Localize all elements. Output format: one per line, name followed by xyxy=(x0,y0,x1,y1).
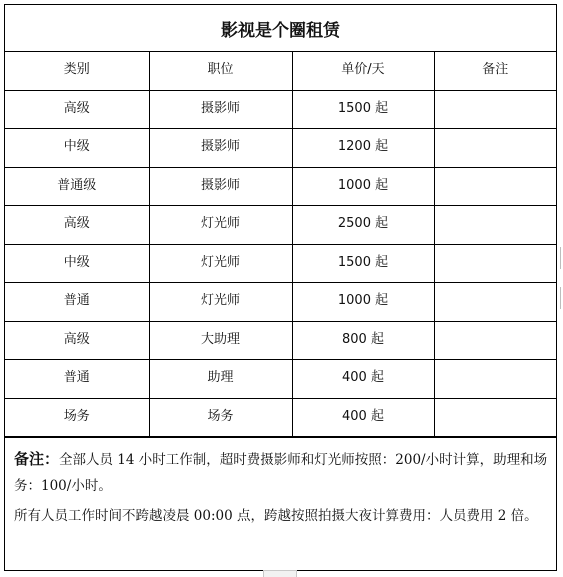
cell-remark xyxy=(434,90,556,129)
table-row xyxy=(5,167,556,206)
notes-paragraph-2 xyxy=(14,503,548,529)
table-row xyxy=(5,206,556,245)
cell-position: 灯光师 xyxy=(149,206,292,245)
header-category: 类别 xyxy=(5,52,149,90)
cell-remark xyxy=(434,283,556,322)
notes-text-1: 全部人员 14 小时工作制，超时费摄影师和灯光师按照：200/小时计算，助理和场务：100/小时。 xyxy=(14,452,548,494)
notes-section xyxy=(5,437,556,529)
cell-category: 中级 xyxy=(5,244,149,283)
table-header-row xyxy=(5,52,556,90)
cell-price: 1000 起 xyxy=(292,167,434,206)
cell-category: 普通 xyxy=(5,360,149,399)
table-row xyxy=(5,398,556,437)
cell-remark xyxy=(434,321,556,360)
table-row xyxy=(5,283,556,322)
notes-paragraph-1 xyxy=(14,446,548,499)
cell-category: 普通级 xyxy=(5,167,149,206)
cell-price: 1500 起 xyxy=(292,244,434,283)
table-row xyxy=(5,129,556,168)
table-row xyxy=(5,360,556,399)
cell-price: 1500 起 xyxy=(292,90,434,129)
cell-category: 场务 xyxy=(5,398,149,437)
cell-category: 高级 xyxy=(5,321,149,360)
cell-price: 1200 起 xyxy=(292,129,434,168)
notes-label: 备注： xyxy=(14,450,60,468)
cell-position: 摄影师 xyxy=(149,167,292,206)
rate-table xyxy=(5,52,556,437)
cell-position: 灯光师 xyxy=(149,244,292,283)
notes-text-2: 所有人员工作时间不跨越凌晨 00:00 点，跨越按照拍摄大夜计算费用：人员费用 2 倍。 xyxy=(14,508,538,524)
cell-price: 800 起 xyxy=(292,321,434,360)
document-title: 影视是个圈租赁 xyxy=(5,5,556,52)
cell-price: 2500 起 xyxy=(292,206,434,245)
cell-position: 助理 xyxy=(149,360,292,399)
cell-remark xyxy=(434,206,556,245)
rate-table-body xyxy=(5,52,556,437)
cell-category: 高级 xyxy=(5,90,149,129)
scroll-handle[interactable] xyxy=(263,570,297,577)
header-position: 职位 xyxy=(149,52,292,90)
table-edge-marker xyxy=(557,247,561,269)
cell-remark xyxy=(434,360,556,399)
cell-remark xyxy=(434,129,556,168)
header-remark: 备注 xyxy=(434,52,556,90)
cell-category: 中级 xyxy=(5,129,149,168)
cell-position: 灯光师 xyxy=(149,283,292,322)
table-row xyxy=(5,321,556,360)
cell-remark xyxy=(434,167,556,206)
cell-position: 摄影师 xyxy=(149,129,292,168)
cell-price: 400 起 xyxy=(292,398,434,437)
cell-category: 高级 xyxy=(5,206,149,245)
table-row xyxy=(5,244,556,283)
cell-position: 大助理 xyxy=(149,321,292,360)
cell-position: 场务 xyxy=(149,398,292,437)
table-row xyxy=(5,90,556,129)
table-edge-marker xyxy=(557,287,561,309)
rental-rate-document xyxy=(4,4,557,571)
header-price: 单价/天 xyxy=(292,52,434,90)
cell-remark xyxy=(434,398,556,437)
cell-position: 摄影师 xyxy=(149,90,292,129)
cell-price: 1000 起 xyxy=(292,283,434,322)
cell-remark xyxy=(434,244,556,283)
cell-category: 普通 xyxy=(5,283,149,322)
cell-price: 400 起 xyxy=(292,360,434,399)
